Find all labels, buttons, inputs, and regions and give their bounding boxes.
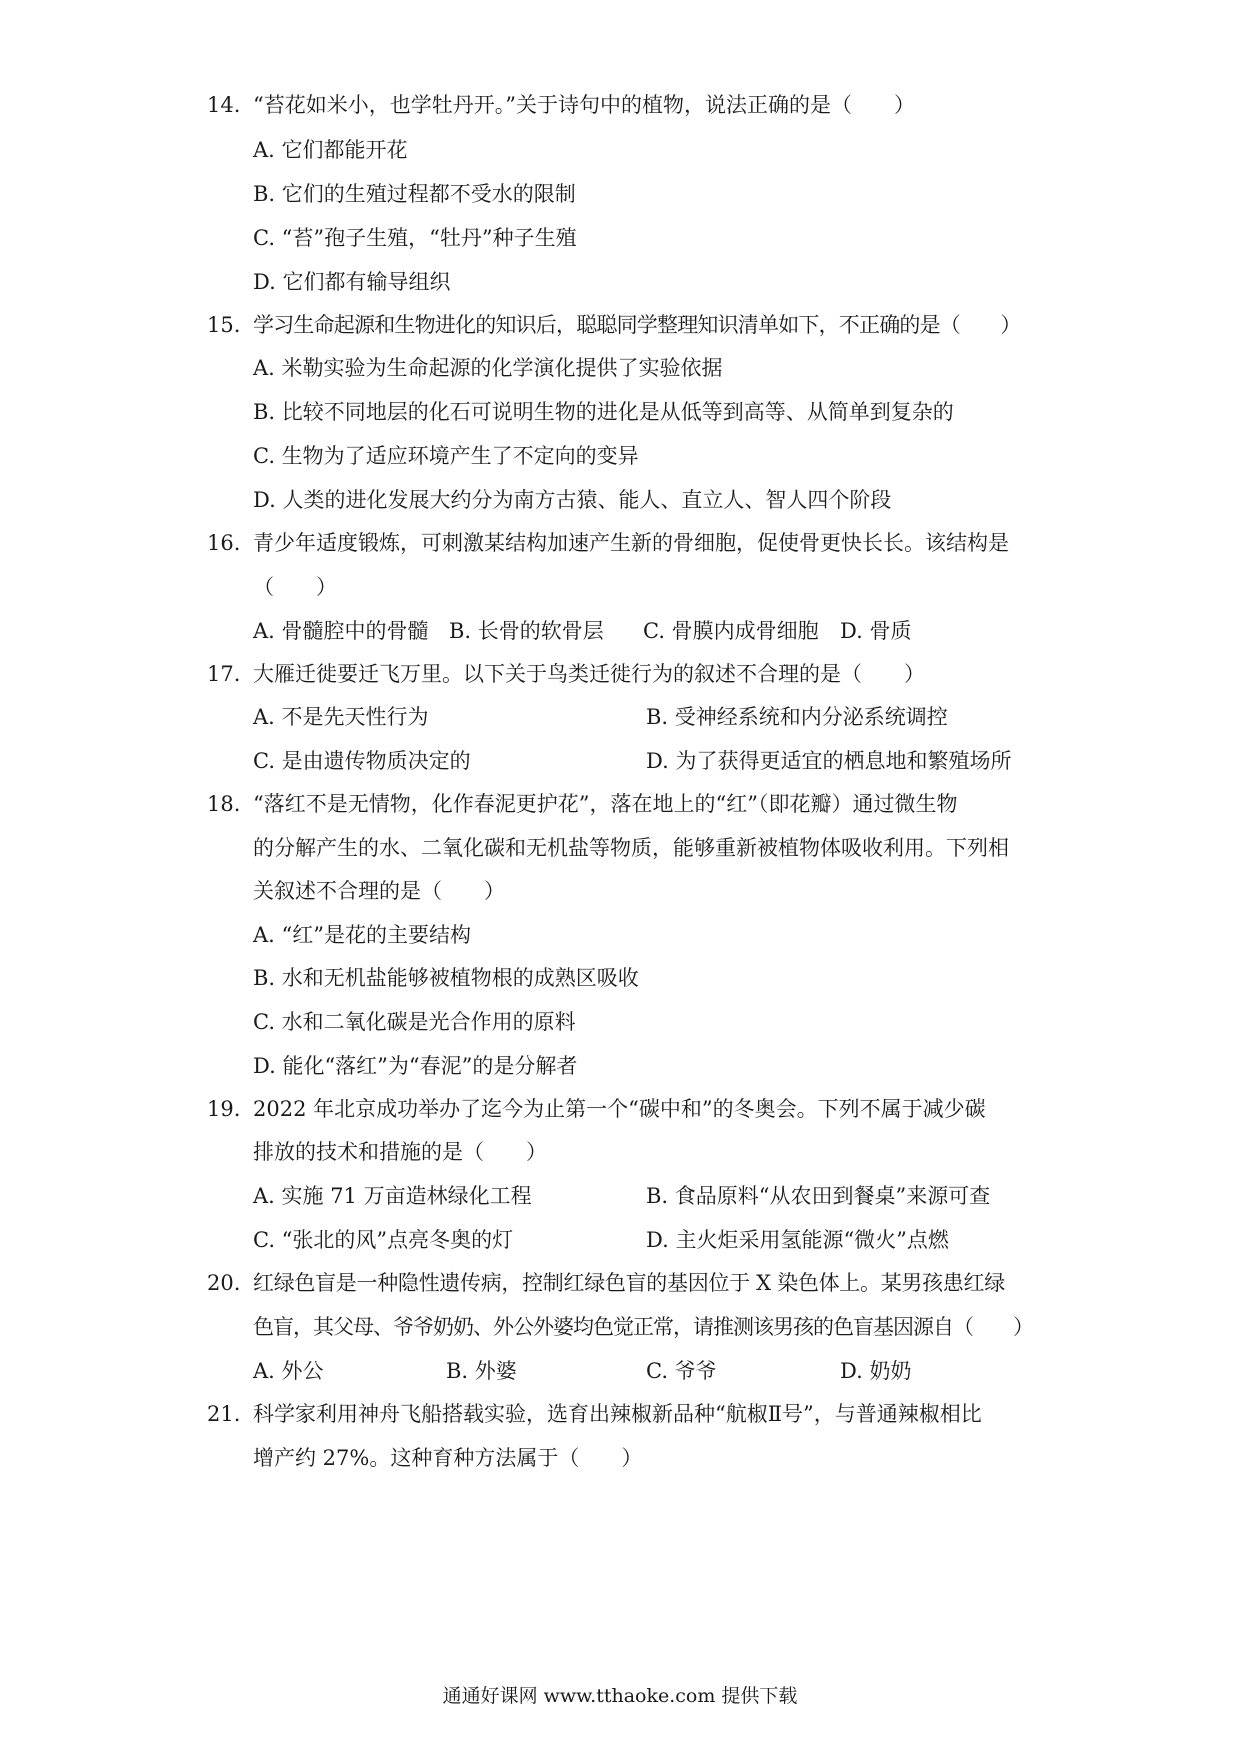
question-19-option-c: C. “张北的风”点亮冬奥的灯 (253, 1228, 514, 1252)
question-20-option-a: A. 外公 (253, 1359, 324, 1383)
question-18-option-c: C. 水和二氧化碳是光合作用的原料 (253, 1010, 576, 1034)
question-17-number: 17. (207, 662, 241, 686)
question-20-option-b: B. 外婆 (446, 1359, 517, 1383)
question-17-option-d: D. 为了获得更适宜的栖息地和繁殖场所 (646, 749, 1012, 773)
question-19-stem-line-1: 2022 年北京成功举办了迄今为止第一个“碳中和”的冬奥会。下列不属于减少碳 (253, 1097, 986, 1121)
question-16-option-a: A. 骨髓腔中的骨髓 (253, 619, 429, 643)
question-16-option-d: D. 骨质 (840, 619, 912, 643)
question-14-stem: “苔花如米小，也学牡丹开。”关于诗句中的植物，说法正确的是（ ） (253, 93, 915, 117)
question-15-stem: 学习生命起源和生物进化的知识后，聪聪同学整理知识清单如下，不正确的是（ ） (253, 313, 1021, 337)
question-20-stem-line-2: 色盲，其父母、爷爷奶奶、外公外婆均色觉正常，请推测该男孩的色盲基因源自（ ） (253, 1315, 1033, 1339)
question-18-stem-line-1: “落红不是无情物，化作春泥更护花”，落在地上的“红”（即花瓣）通过微生物 (253, 792, 958, 816)
question-15-option-c: C. 生物为了适应环境产生了不定向的变异 (253, 444, 639, 468)
question-20-option-c: C. 爷爷 (646, 1359, 717, 1383)
question-19-option-b: B. 食品原料“从农田到餐桌”来源可查 (646, 1184, 991, 1208)
question-15-option-d: D. 人类的进化发展大约分为南方古猿、能人、直立人、智人四个阶段 (253, 488, 892, 512)
question-18-option-b: B. 水和无机盐能够被植物根的成熟区吸收 (253, 966, 639, 990)
question-18-option-a: A. “红”是花的主要结构 (253, 923, 471, 947)
question-15-option-b: B. 比较不同地层的化石可说明生物的进化是从低等到高等、从简单到复杂的 (253, 400, 954, 424)
question-17-stem: 大雁迁徙要迁飞万里。以下关于鸟类迁徙行为的叙述不合理的是（ ） (253, 662, 925, 686)
question-20-stem-line-1: 红绿色盲是一种隐性遗传病，控制红绿色盲的基因位于 X 染色体上。某男孩患红绿 (253, 1271, 1005, 1295)
question-19-number: 19. (207, 1097, 241, 1121)
question-14-option-c: C. “苔”孢子生殖，“牡丹”种子生殖 (253, 226, 577, 250)
question-16-stem-line-1: 青少年适度锻炼，可刺激某结构加速产生新的骨细胞，促使骨更快长长。该结构是 (253, 531, 1009, 555)
question-21-stem-line-2: 增产约 27%。这种育种方法属于（ ） (253, 1446, 643, 1470)
question-17-option-a: A. 不是先天性行为 (253, 705, 429, 729)
question-17-option-c: C. 是由遗传物质决定的 (253, 749, 471, 773)
question-18-stem-line-3: 关叙述不合理的是（ ） (253, 879, 505, 903)
question-20-option-d: D. 奶奶 (840, 1359, 912, 1383)
question-15-number: 15. (207, 313, 241, 337)
question-14-option-a: A. 它们都能开花 (253, 138, 408, 162)
question-16-number: 16. (207, 531, 241, 555)
question-19-option-a: A. 实施 71 万亩造林绿化工程 (253, 1184, 532, 1208)
question-18-number: 18. (207, 792, 241, 816)
question-18-stem-line-2: 的分解产生的水、二氧化碳和无机盐等物质，能够重新被植物体吸收利用。下列相 (253, 836, 1009, 860)
question-19-option-d: D. 主火炬采用氢能源“微火”点燃 (646, 1228, 949, 1252)
question-14-option-b: B. 它们的生殖过程都不受水的限制 (253, 182, 576, 206)
question-16-option-b: B. 长骨的软骨层 (449, 619, 604, 643)
question-21-number: 21. (207, 1402, 241, 1426)
question-16-stem-line-2: （ ） (253, 575, 337, 599)
question-14-option-d: D. 它们都有输导组织 (253, 270, 451, 294)
question-21-stem-line-1: 科学家利用神舟飞船搭载实验，选育出辣椒新品种“航椒Ⅱ号”，与普通辣椒相比 (253, 1402, 982, 1426)
question-15-option-a: A. 米勒实验为生命起源的化学演化提供了实验依据 (253, 356, 723, 380)
question-19-stem-line-2: 排放的技术和措施的是（ ） (253, 1140, 547, 1164)
question-20-number: 20. (207, 1271, 241, 1295)
question-16-option-c: C. 骨膜内成骨细胞 (643, 619, 819, 643)
question-17-option-b: B. 受神经系统和内分泌系统调控 (646, 705, 948, 729)
question-14-number: 14. (207, 93, 241, 117)
question-18-option-d: D. 能化“落红”为“春泥”的是分解者 (253, 1054, 578, 1078)
page-footer: 通通好课网 www.tthaoke.com 提供下载 (442, 1685, 798, 1707)
